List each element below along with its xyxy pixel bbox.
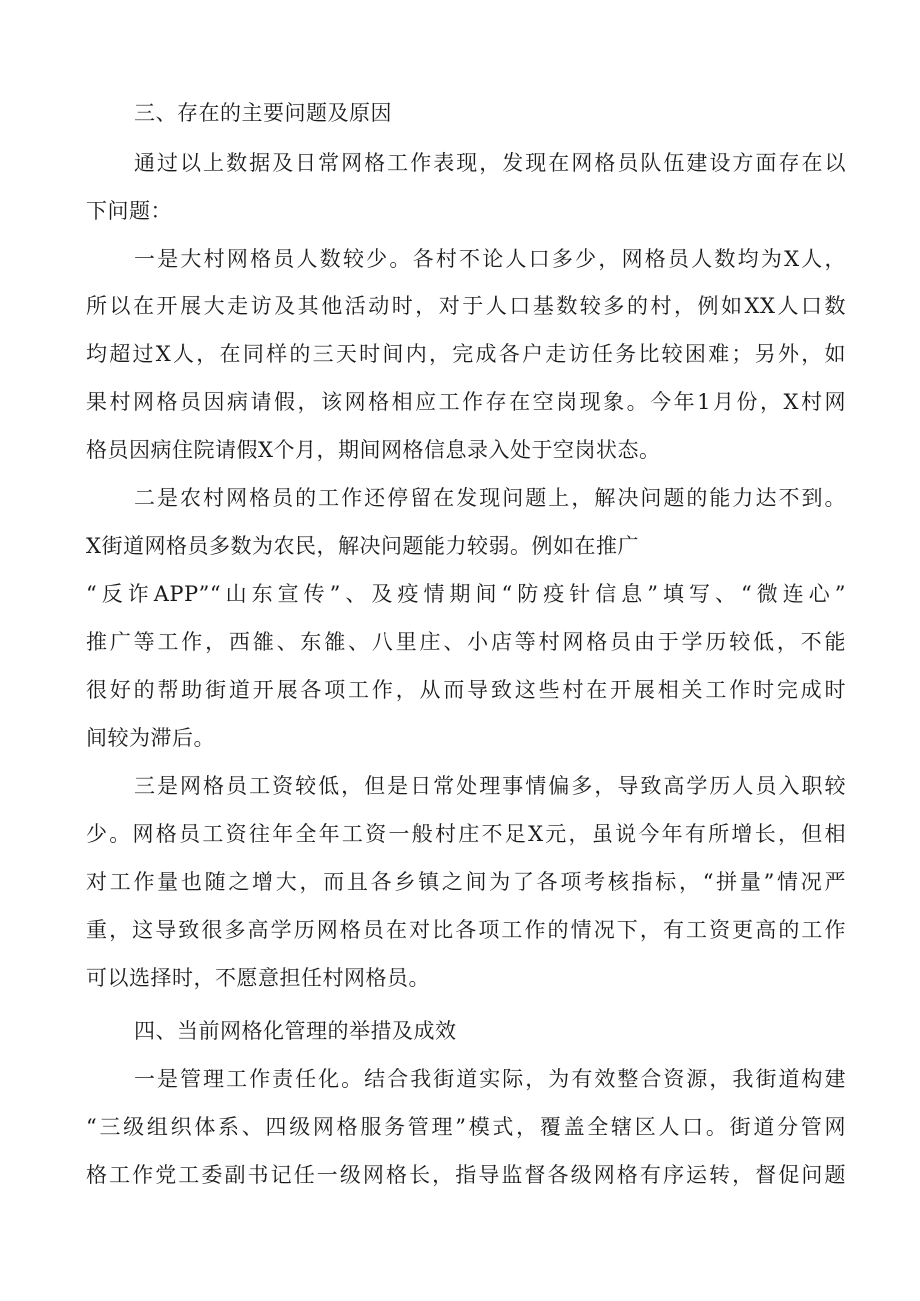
paragraph-line: 三是网格员工资较低，但是日常处理事情偏多，导致高学历人员入职较 (134, 774, 846, 798)
paragraph-line: 对工作量也随之增大，而且各乡镇之间为了各项考核指标，“拼量”情况严 (86, 870, 846, 894)
paragraph-line: 少。网格员工资往年全年工资一般村庄不足X元，虽说今年有所增长，但相 (86, 822, 846, 846)
paragraph-line: 很好的帮助街道开展各项工作，从而导致这些村在开展相关工作时完成时 (86, 678, 846, 702)
paragraph-line: 所以在开展大走访及其他活动时，对于人口基数较多的村，例如XX人口数 (86, 294, 846, 318)
paragraph-line: X街道网格员多数为农民，解决问题能力较弱。例如在推广 (86, 534, 639, 558)
paragraph-line: 推广等工作，西雒、东雒、八里庄、小店等村网格员由于学历较低，不能 (86, 630, 846, 654)
paragraph-line: 果村网格员因病请假，该网格相应工作存在空岗现象。今年1月份，X村网 (86, 390, 846, 414)
paragraph-line: 均超过X人，在同样的三天时间内，完成各户走访任务比较困难；另外，如 (86, 342, 846, 366)
paragraph-line: 间较为滞后。 (86, 726, 215, 750)
paragraph-line: 一是大村网格员人数较少。各村不论人口多少，网格员人数均为X人， (134, 247, 846, 271)
section-heading-3: 三、存在的主要问题及原因 (134, 101, 392, 125)
paragraph-line: 重，这导致很多高学历网格员在对比各项工作的情况下，有工资更高的工作 (86, 918, 846, 942)
paragraph-line: 格员因病住院请假X个月，期间网格信息录入处于空岗状态。 (86, 438, 661, 462)
paragraph-line: 下问题： (86, 199, 172, 223)
paragraph-line: “反诈APP”“山东宣传”、及疫情期间“防疫针信息”填写、“微连心” (86, 582, 846, 606)
section-heading-4: 四、当前网格化管理的举措及成效 (134, 1019, 457, 1043)
paragraph-line: 一是管理工作责任化。结合我街道实际，为有效整合资源，我街道构建 (134, 1067, 846, 1091)
paragraph-line: 二是农村网格员的工作还停留在发现问题上，解决问题的能力达不到。 (134, 486, 846, 510)
paragraph-line: 格工作党工委副书记任一级网格长，指导监督各级网格有序运转，督促问题 (86, 1163, 846, 1187)
paragraph-line: 可以选择时，不愿意担任村网格员。 (86, 966, 430, 990)
paragraph-line: 通过以上数据及日常网格工作表现，发现在网格员队伍建设方面存在以 (134, 151, 846, 175)
paragraph-line: “三级组织体系、四级网格服务管理”模式，覆盖全辖区人口。街道分管网 (86, 1115, 846, 1139)
